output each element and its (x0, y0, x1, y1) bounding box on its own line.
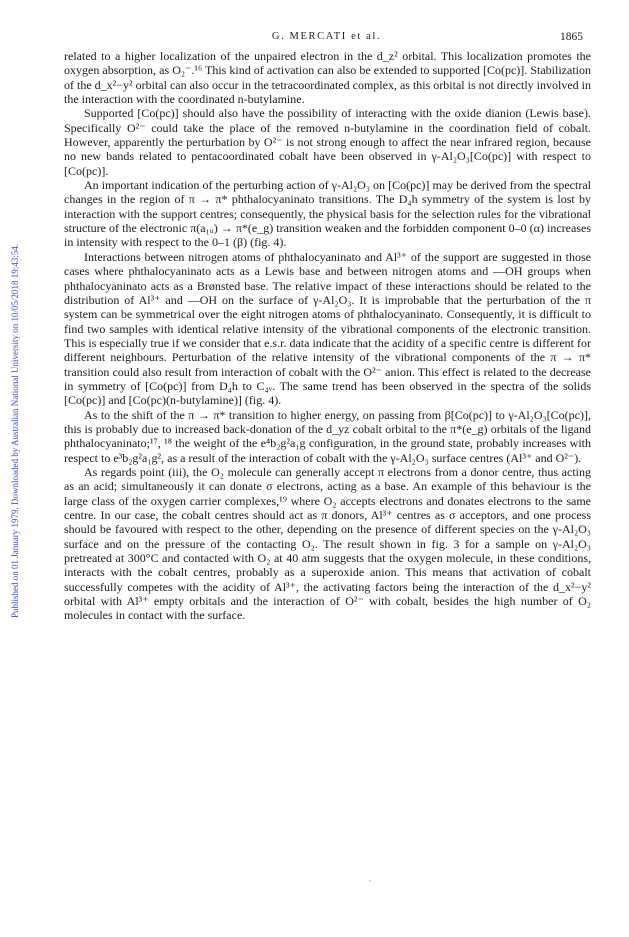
running-head-author: G. MERCATI et al. (271, 31, 382, 42)
running-head (64, 31, 589, 45)
paragraph-1: related to a higher localization of the unpaired electron in the d_z² orbital. This localization promotes the oxygen absorption, as O₂⁻.¹⁶ This kind of activation can also be extended to supported [Co(pc)]. Stabilization of the d_x²−y² orbital can also occur in the tetracoordinated complex, as this orbital is not directly involved in the interaction with the coordinated n-butylamine. (64, 49, 591, 107)
page-number: 1865 (560, 31, 583, 43)
download-watermark: Published on 01 January 1979. Downloaded by Australian National University on 10/05/2018 19:43:54. (10, 244, 20, 618)
paragraph-4: Interactions between nitrogen atoms of phthalocyaninato and Al³⁺ of the support are suggested in those cases where phthalocyaninato acts as a Lewis base and between nitrogen atoms and —OH groups when phthalocyaninato acts as a Brønsted base. The relative impact of these interactions should be related to the distribution of Al³⁺ and —OH on the surface of γ-Al₂O₃. It is improbable that the perturbation of the π system can be symmetrical over the eight nitrogen atoms of phthalocyaninato. Consequently, it is difficult to find two samples with identical relative intensity of the vibrational components of the electronic transition. This is especially true if we consider that e.s.r. data indicate that the acidity of a specific centre is different for different neighbours. Perturbation of the relative intensity of the vibrational components of the π → π* transition could also result from interaction of cobalt with the O²⁻ anion. This effect is related to the decrease in symmetry of [Co(pc)] from D₄h to C₄ᵥ. The same trend has been observed in the spectra of the solids [Co(pc)] and [Co(pc)(n-butylamine)] (fig. 4). (64, 249, 591, 408)
article-body (64, 49, 591, 623)
paragraph-6: As regards point (iii), the O₂ molecule can generally accept π electrons from a donor centre, thus acting as an acid; simultaneously it can donate σ electrons, acting as a base. An example of this behaviour is the large class of the oxygen carrier complexes,¹⁹ where O₂ accepts electrons and donates electrons to the same centre. In our case, the cobalt centres should act as π donors, Al³⁺ centres as σ acceptors, and one process should be favoured with respect to the other, depending on the presence of different species on the γ-Al₂O₃ surface and on the pressure of the contacting O₂. The result shown in fig. 3 for a sample on γ-Al₂O₃ pretreated at 300°C and contacted with O₂ at 40 atm suggests that the oxygen molecule, in these conditions, interacts with the cobalt centres, probably as a superoxide anion. This means that activation of cobalt successfully competes with the acidity of Al³⁺, the activating factors being the interaction of the d_x²−y² orbital with Al³⁺ empty orbitals and the interaction of O²⁻ with cobalt, besides the high number of O₂ molecules in contact with the surface. (64, 464, 591, 623)
paragraph-5: As to the shift of the π → π* transition to higher energy, on passing from β[Co(pc)] to γ-Al₂O₃[Co(pc)], this is probably due to increased back-donation of the d_yz cobalt orbital to the π*(e_g) orbitals of the ligand phthalocyaninato;¹⁷, ¹⁸ the weight of the e⁴b₂g²a₁g configuration, in the ground state, probably increases with respect to e³b₂g²a₁g², as a result of the interaction of cobalt with the γ-Al₂O₃ surface centres (Al³⁺ and O²⁻). (64, 407, 591, 465)
scan-speck (369, 880, 371, 882)
paragraph-2: Supported [Co(pc)] should also have the possibility of interacting with the oxide dianion (Lewis base). Specifically O²⁻ could take the place of the removed n-butylamine in the coordination field of cobalt. However, apparently the perturbation by O²⁻ is not strong enough to affect the near infrared region, because no new bands related to pentacoordinated cobalt have been observed in γ-Al₂O₃[Co(pc)] with respect to [Co(pc)]. (64, 106, 591, 178)
paragraph-3: An important indication of the perturbing action of γ-Al₂O₃ on [Co(pc)] may be derived from the spectral changes in the region of π → π* phthalocyaninato transitions. The D₄h symmetry of the system is lost by interaction with the support centres; consequently, the physical basis for the selection rules for the vibrational structure of the electronic π(a₁ᵤ) → π*(e_g) transition weaken and the forbidden component 0–0 (α) increases in intensity with respect to the 0–1 (β) (fig. 4). (64, 178, 591, 250)
